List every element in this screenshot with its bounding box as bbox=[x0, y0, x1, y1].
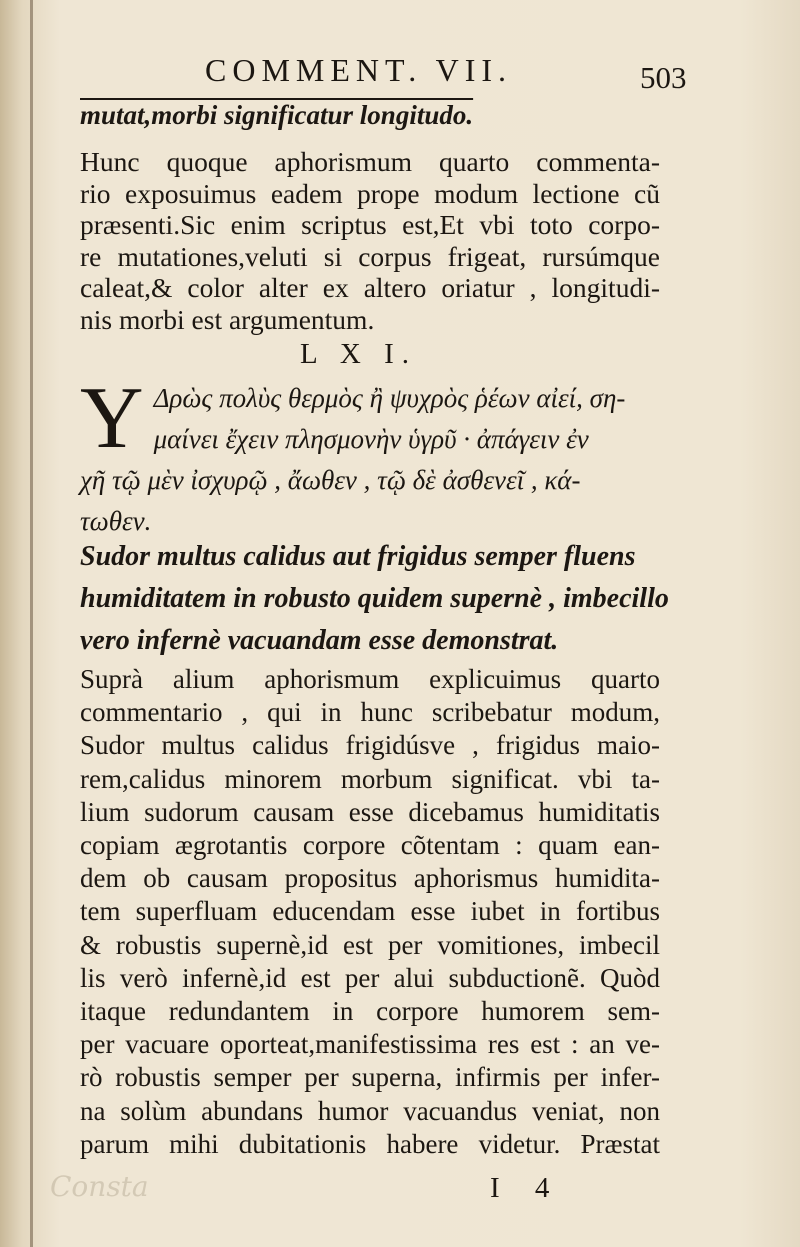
text-line: lium sudorum causam esse dicebamus humiditatis bbox=[80, 796, 660, 827]
text-line: copiam ægrotantis corpore cõtentam : quam ean- bbox=[80, 830, 660, 861]
text-line: rò robustis semper per superna, infirmis per infer- bbox=[80, 1062, 660, 1093]
text-line: caleat,& color alter ex altero oriatur , longitudi- bbox=[80, 272, 660, 303]
page-header bbox=[0, 52, 800, 96]
text-line: dem ob causam propositus aphorismus humidita- bbox=[80, 863, 660, 894]
text-line: Sudor multus calidus frigidúsve , frigidus maio- bbox=[80, 730, 660, 761]
page-gutter bbox=[30, 0, 33, 1247]
text-line: nis morbi est argumentum. bbox=[80, 303, 375, 335]
latin-line: Sudor multus calidus aut frigidus semper fluens bbox=[80, 541, 636, 572]
greek-line: μαίνει ἔχειν πλησμονὴν ὑγρῦ · ἀπάγειν ἐν bbox=[153, 424, 589, 454]
text-line: parum mihi dubitationis habere videtur. Præstat bbox=[80, 1128, 660, 1159]
carryover-line bbox=[80, 98, 660, 132]
text-line: per vacuare oporteat,manifestissima res est : an ve- bbox=[80, 1029, 660, 1060]
greek-aphorism bbox=[80, 370, 660, 542]
signature-mark: I 4 bbox=[490, 1172, 564, 1204]
text-line: præsenti.Sic enim scriptus est,Et vbi toto corpo- bbox=[80, 209, 660, 240]
bleed-through-text: Consta bbox=[50, 1170, 149, 1203]
greek-line: τωθεν. bbox=[80, 506, 152, 536]
paragraph-intro bbox=[80, 146, 660, 335]
text-line: Suprà alium aphorismum explicuimus quarto bbox=[80, 664, 660, 694]
latin-aphorism bbox=[80, 536, 669, 662]
text-line: itaque redundantem in corpore humorem sem- bbox=[80, 996, 660, 1027]
running-head: COMMENT. VII. bbox=[205, 52, 513, 88]
text-line: rem,calidus minorem morbum significat. vbi ta- bbox=[80, 763, 660, 794]
text-line: Hunc quoque aphorismum quarto commenta- bbox=[80, 146, 660, 177]
text-line: commentario , qui in hunc scribebatur modum, bbox=[80, 697, 660, 728]
text-line: tem superfluam educendam esse iubet in fortibus bbox=[80, 896, 660, 927]
text-line: mutat,morbi significatur longitudo. bbox=[80, 100, 474, 130]
text-line: na solùm abundans humor vacuandus veniat, non bbox=[80, 1095, 660, 1126]
aphorism-number: L X I. bbox=[300, 338, 417, 370]
greek-line: Δρὼς πολὺς θερμὸς ἢ ψυχρὸς ῥέων αἰεί, ση- bbox=[153, 383, 626, 413]
drop-cap-initial: Y bbox=[80, 370, 144, 467]
greek-line: χῆ τῷ μὲν ἰσχυρῷ , ἄωθεν , τῷ δὲ ἀσθενεῖ , κά- bbox=[80, 465, 581, 495]
text-line: lis verò infernè,id est per alui subductionẽ. Quòd bbox=[80, 962, 660, 993]
page-number: 503 bbox=[640, 60, 687, 95]
latin-line: humiditatem in robusto quidem supernè , imbecillo bbox=[80, 583, 669, 614]
text-line: rio exposuimus eadem prope modum lectione cũ bbox=[80, 177, 660, 209]
text-line: & robustis supernè,id est per vomitiones, imbecil bbox=[80, 929, 660, 960]
text-line: re mutationes,veluti si corpus frigeat, rursúmque bbox=[80, 240, 660, 272]
commentary-paragraph bbox=[80, 663, 660, 1161]
latin-line: vero infernè vacuandam esse demonstrat. bbox=[80, 625, 559, 656]
